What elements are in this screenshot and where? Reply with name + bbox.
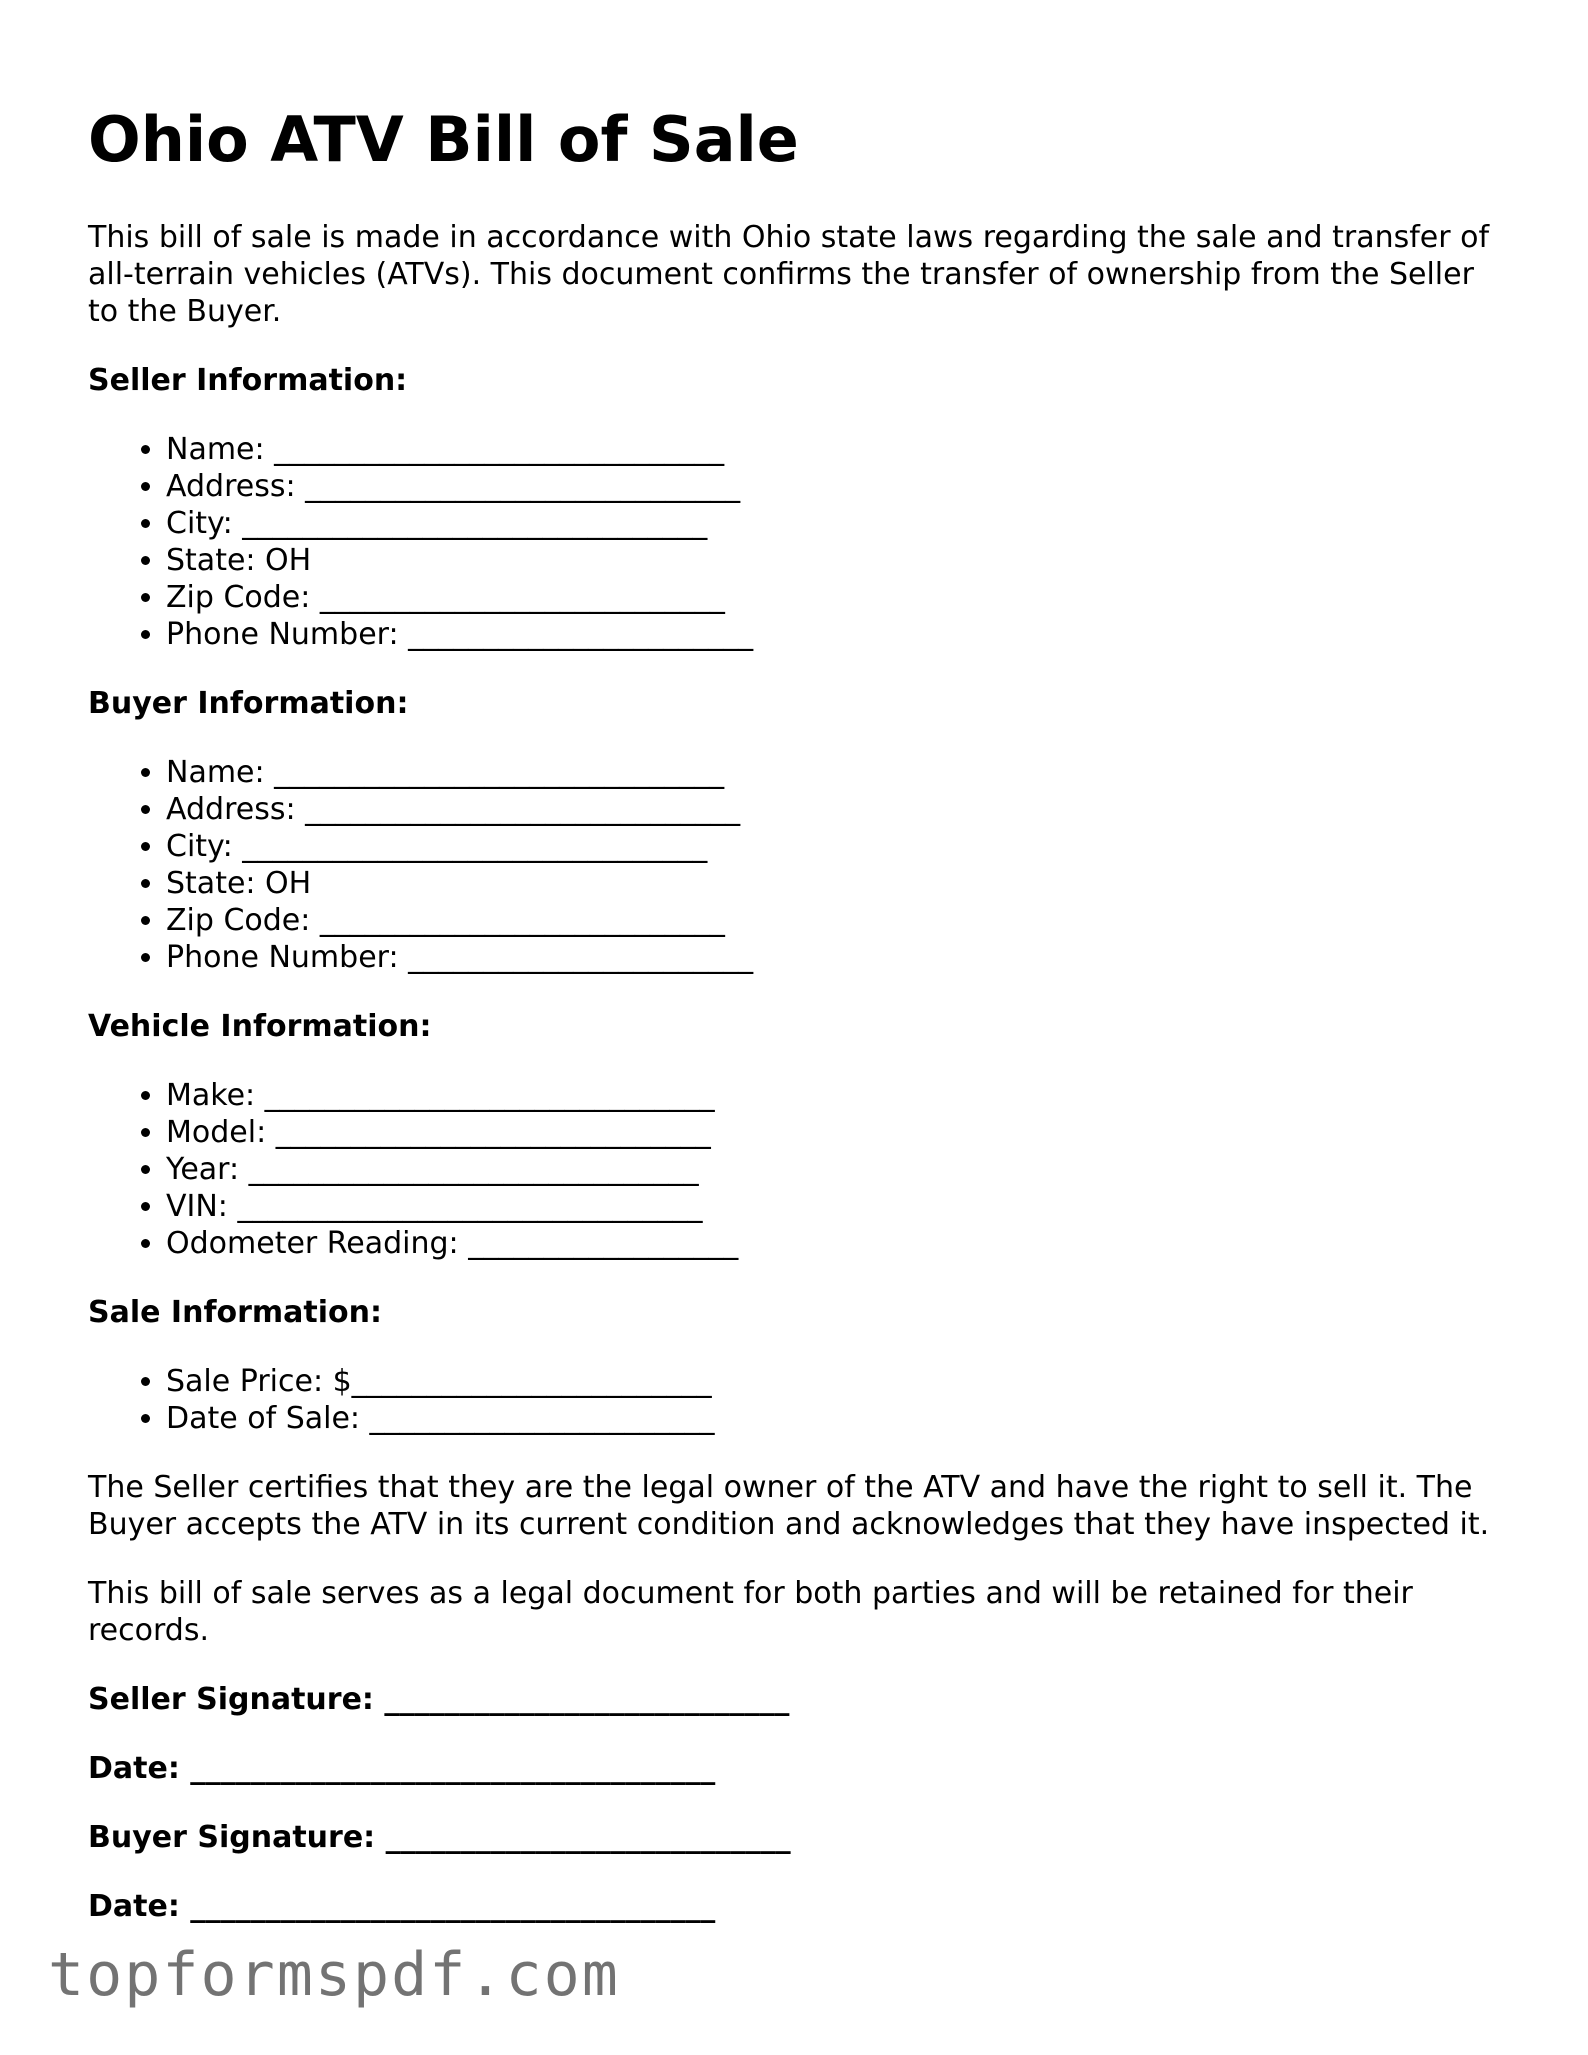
vehicle-section-heading: Vehicle Information:: [88, 1009, 432, 1045]
buyer-section-heading: Buyer Information:: [88, 686, 409, 722]
seller-zip-field: • Zip Code: ___________________________: [166, 579, 1508, 616]
buyer-address-field: • Address: _____________________________: [166, 791, 1508, 828]
seller-section-heading: Seller Information:: [88, 363, 408, 399]
seller-date-line: Date: ___________________________________: [88, 1751, 716, 1787]
vehicle-odometer-field: • Odometer Reading: __________________: [166, 1225, 1508, 1262]
seller-city-field: • City: _______________________________: [166, 505, 1508, 542]
sale-price-field: • Sale Price: $________________________: [166, 1363, 1508, 1400]
seller-state-field: • State: OH: [166, 542, 1508, 579]
seller-info-list: [88, 431, 1508, 653]
vehicle-model-field: • Model: _____________________________: [166, 1114, 1508, 1151]
buyer-city-field: • City: _______________________________: [166, 828, 1508, 865]
buyer-signature-line: Buyer Signature: ___________________________: [88, 1820, 791, 1856]
buyer-date-line: Date: ___________________________________: [88, 1889, 716, 1925]
watermark: topformspdf.com: [48, 1940, 620, 2010]
seller-address-field: • Address: _____________________________: [166, 468, 1508, 505]
sale-info-list: [88, 1363, 1508, 1437]
vehicle-info-list: [88, 1077, 1508, 1262]
buyer-info-list: [88, 754, 1508, 976]
buyer-state-field: • State: OH: [166, 865, 1508, 902]
retention-paragraph: This bill of sale serves as a legal document for both parties and will be retained for their records.: [88, 1576, 1413, 1649]
vehicle-vin-field: • VIN: _______________________________: [166, 1188, 1508, 1225]
document-title: Ohio ATV Bill of Sale: [88, 103, 799, 176]
intro-paragraph: This bill of sale is made in accordance with Ohio state laws regarding the sale and transfer of all-terrain vehicles (ATVs). This document confirms the transfer of ownership from the Seller to the Buyer.: [88, 220, 1490, 330]
buyer-name-field: • Name: ______________________________: [166, 754, 1508, 791]
certification-paragraph: The Seller certifies that they are the legal owner of the ATV and have the right to sell it. The Buyer accepts the ATV in its current condition and acknowledges that they have inspected it.: [88, 1470, 1490, 1543]
seller-signature-line: Seller Signature: ___________________________: [88, 1682, 790, 1718]
buyer-phone-field: • Phone Number: _______________________: [166, 939, 1508, 976]
buyer-zip-field: • Zip Code: ___________________________: [166, 902, 1508, 939]
vehicle-make-field: • Make: ______________________________: [166, 1077, 1508, 1114]
seller-name-field: • Name: ______________________________: [166, 431, 1508, 468]
seller-phone-field: • Phone Number: _______________________: [166, 616, 1508, 653]
vehicle-year-field: • Year: ______________________________: [166, 1151, 1508, 1188]
sale-date-field: • Date of Sale: _______________________: [166, 1400, 1508, 1437]
document-page: [88, 104, 1508, 1957]
sale-section-heading: Sale Information:: [88, 1295, 382, 1331]
